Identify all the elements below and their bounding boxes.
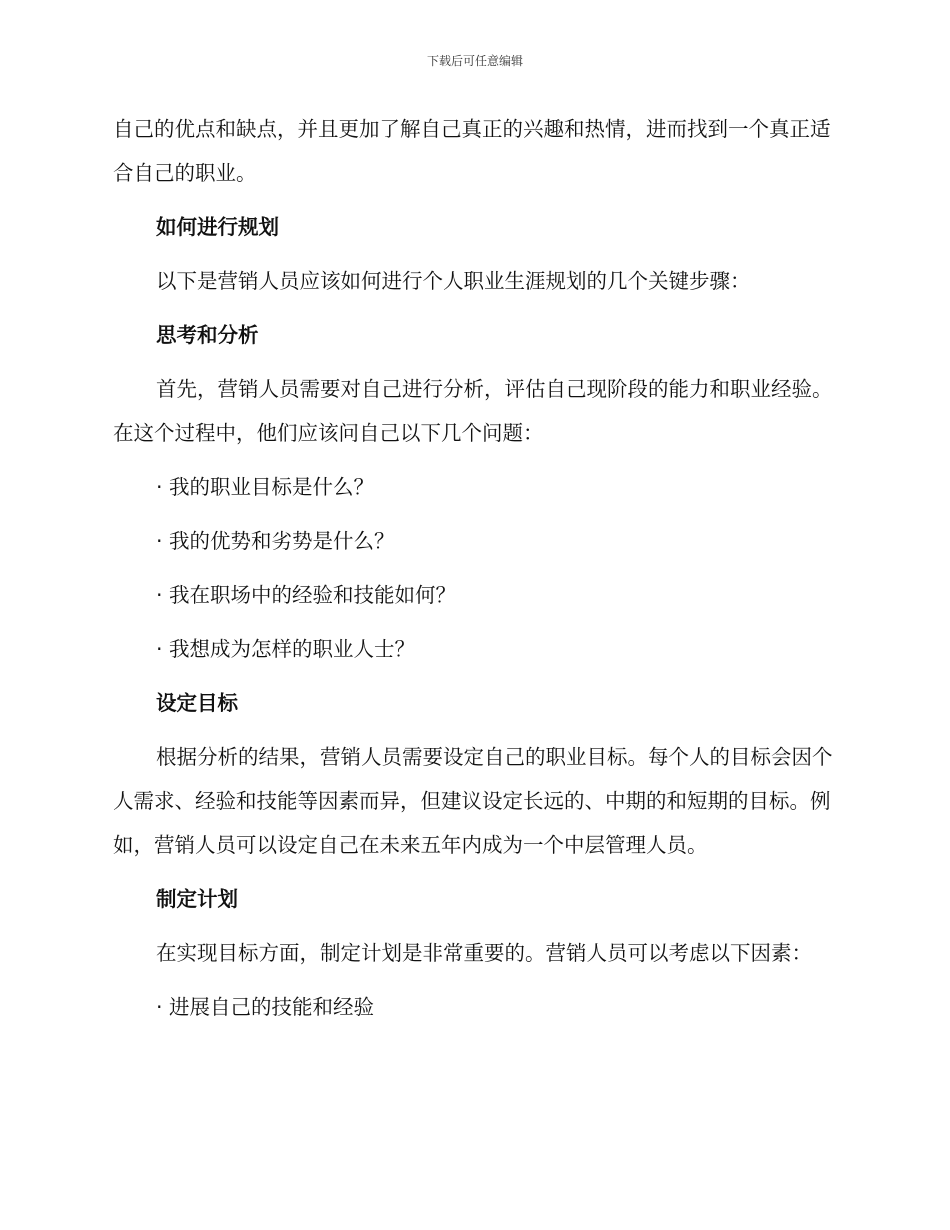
paragraph: 以下是营销人员应该如何进行个人职业生涯规划的几个关键步骤： — [156, 269, 751, 293]
paragraph: 根据分析的结果，营销人员需要设定自己的职业目标。每个人的目标会因个人需求、经验和技能等因素而异，但建议设定长远的、中期的和短期的目标。例如，营销人员可以设定自己在未来五年内成为一个中层管理人员。 — [113, 745, 833, 857]
paragraph: 在实现目标方面，制定计划是非常重要的。营销人员可以考虑以下因素： — [156, 941, 812, 965]
paragraph: 首先，营销人员需要对自己进行分析，评估自己现阶段的能力和职业经验。在这个过程中，他们应该问自己以下几个问题： — [113, 377, 833, 445]
page-header: 下载后可任意编辑 — [426, 54, 523, 68]
section-heading: 如何进行规划 — [156, 215, 279, 239]
section-heading: 设定目标 — [156, 691, 238, 715]
section-heading: 制定计划 — [156, 887, 238, 911]
bullet-item: · 进展自己的技能和经验 — [156, 995, 375, 1019]
bullet-item: · 我想成为怎样的职业人士？ — [156, 637, 416, 661]
bullet-item: · 我在职场中的经验和技能如何？ — [156, 583, 457, 607]
section-heading: 思考和分析 — [156, 323, 259, 347]
bullet-item: · 我的优势和劣势是什么？ — [156, 529, 395, 553]
document-body — [113, 107, 833, 1039]
paragraph: 自己的优点和缺点，并且更加了解自己真正的兴趣和热情，进而找到一个真正适合自己的职业。 — [113, 117, 831, 185]
bullet-item: · 我的职业目标是什么？ — [156, 475, 375, 499]
